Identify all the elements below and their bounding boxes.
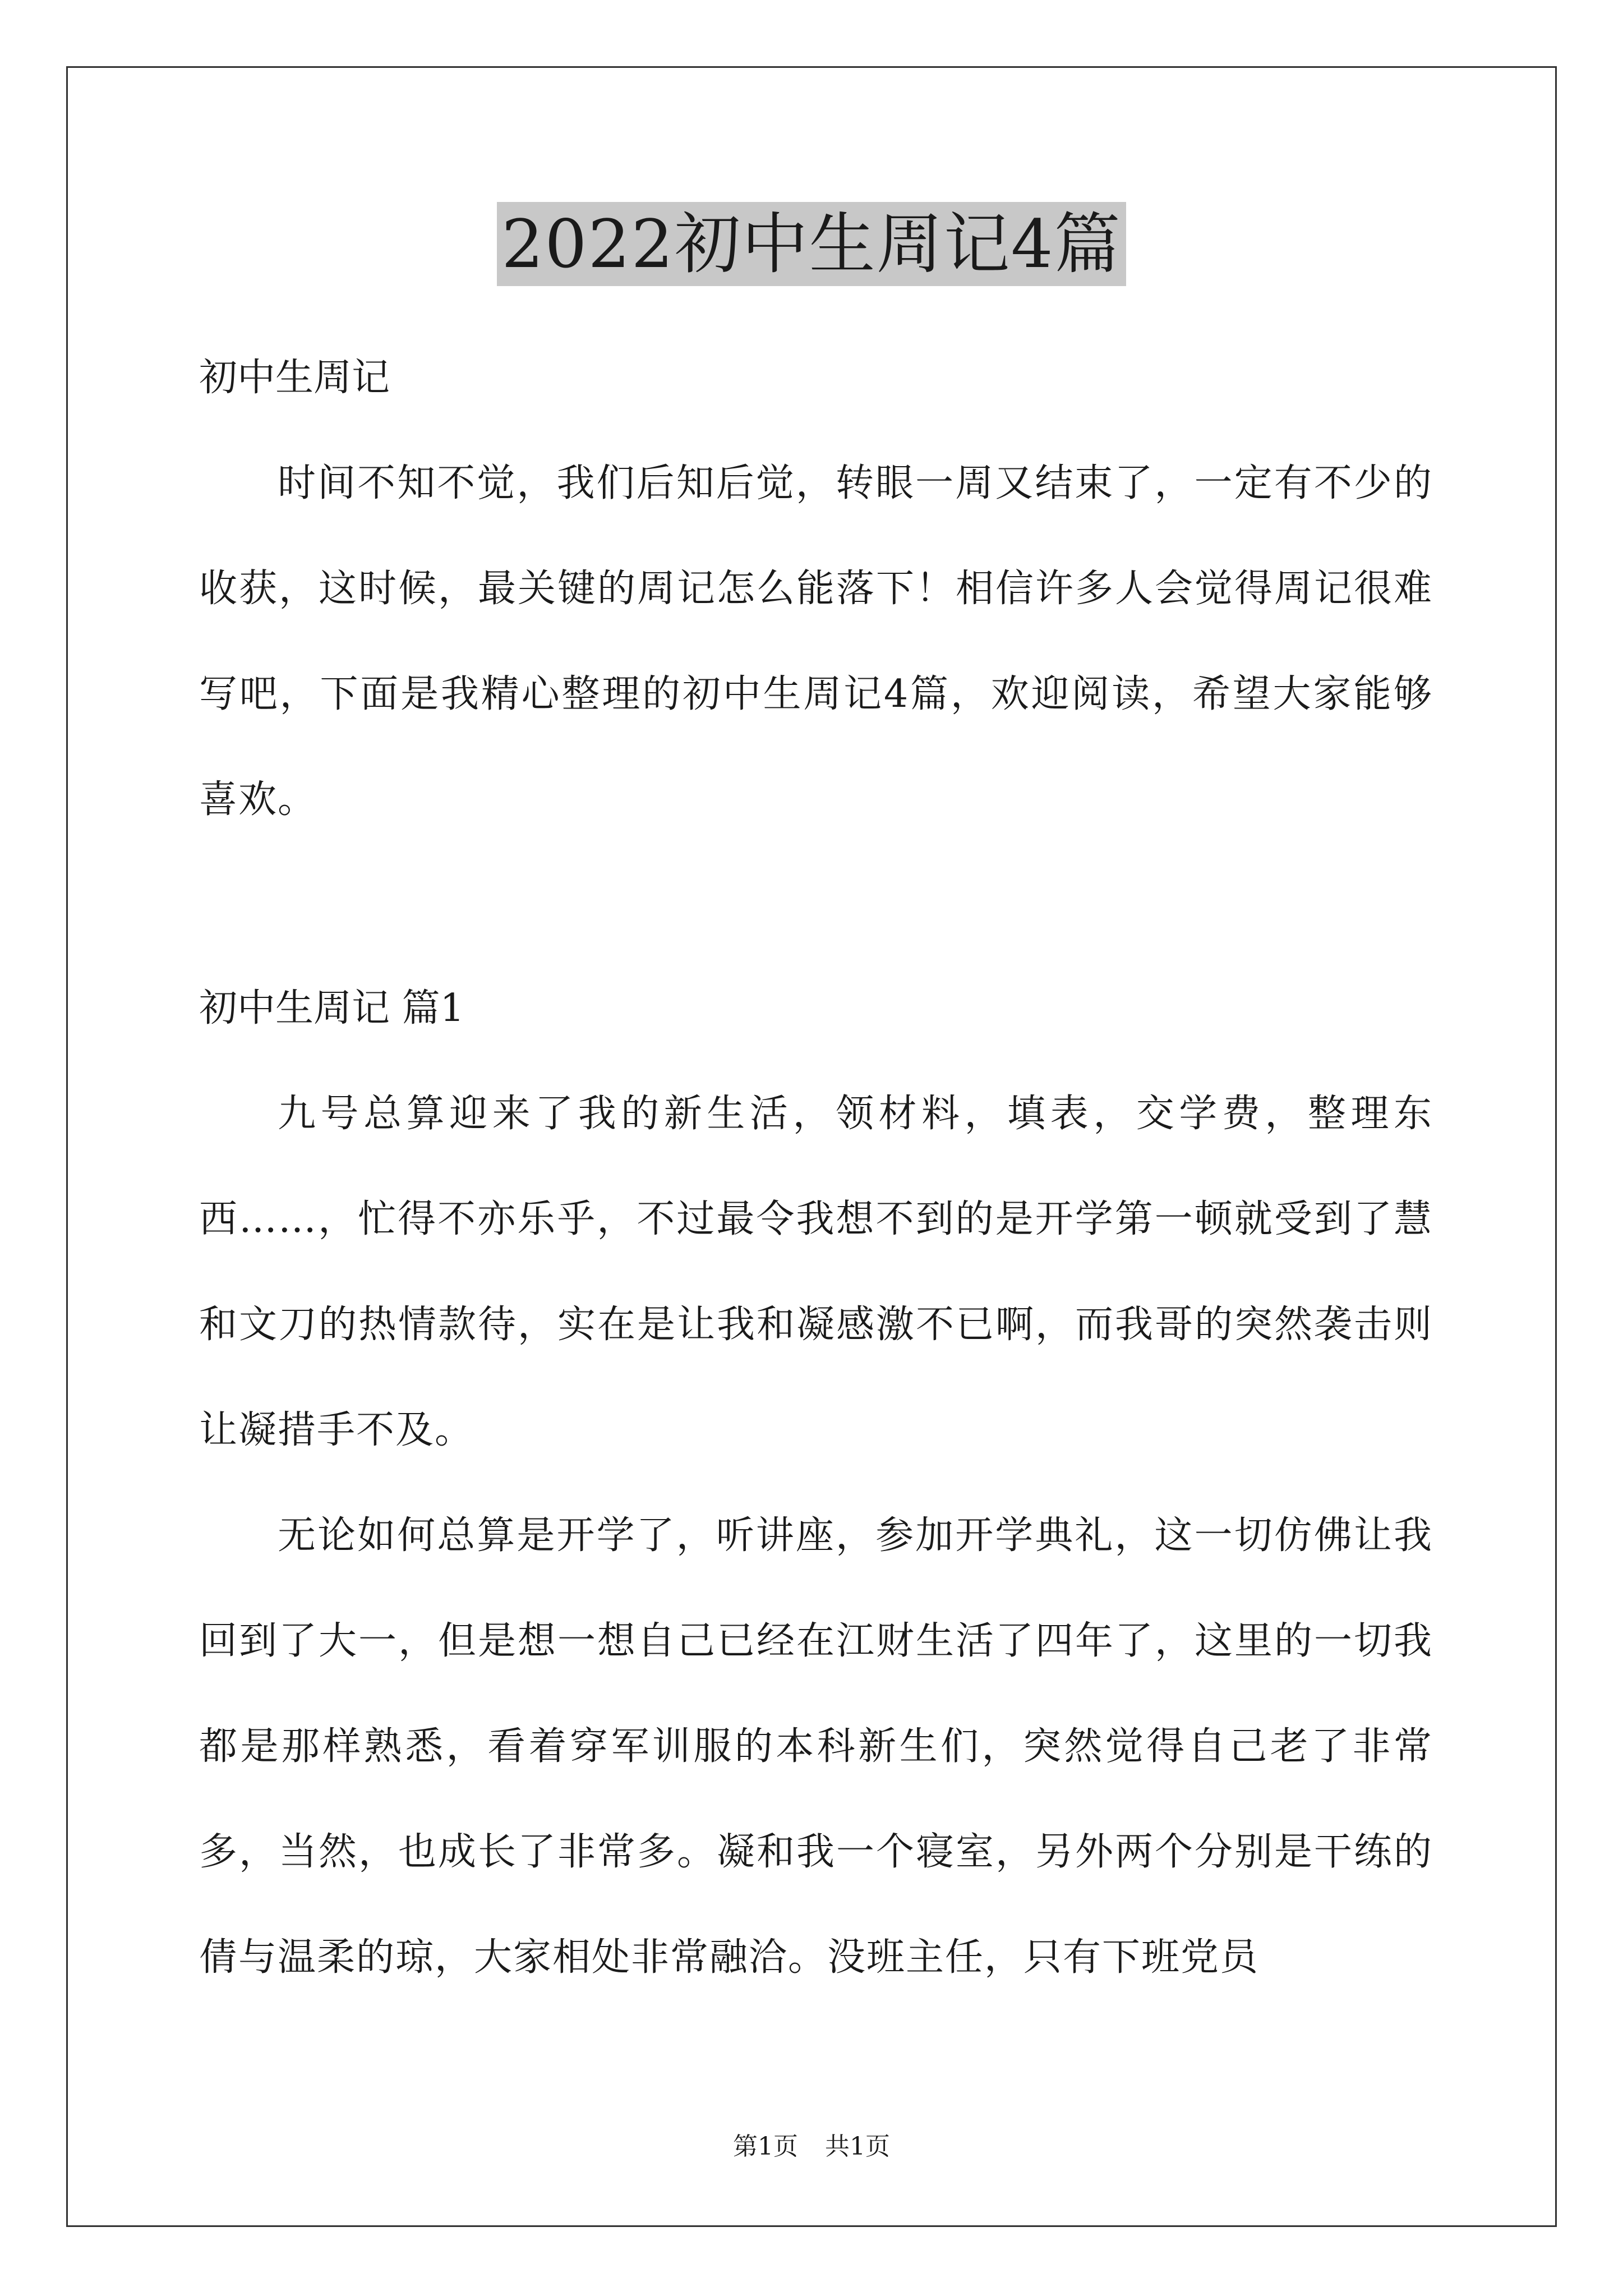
document-body (199, 325, 1433, 2010)
section-gap (199, 853, 1433, 956)
section1-heading: 初中生周记 篇1 (199, 986, 464, 1030)
document-title: 2022初中生周记4篇 (497, 202, 1126, 286)
page-number-current: 第1页 (733, 2132, 798, 2161)
page-number-total: 共1页 (825, 2132, 890, 2161)
page-footer (0, 2126, 1623, 2162)
intro-heading: 初中生周记 (199, 356, 390, 400)
intro-paragraph: 时间不知不觉，我们后知后觉，转眼一周又结束了，一定有不少的收获，这时候，最关键的周记怎么能落下！相信许多人会觉得周记很难写吧，下面是我精心整理的初中生周记4篇，欢迎阅读，希望大家能够喜欢。 (199, 461, 1433, 822)
section1-paragraph-1: 九号总算迎来了我的新生活，领材料，填表，交学费，整理东西……，忙得不亦乐乎，不过最令我想不到的是开学第一顿就受到了慧和文刀的热情款待，实在是让我和凝感激不已啊，而我哥的突然袭击则让凝措手不及。 (199, 1092, 1433, 1452)
title-container (0, 202, 1623, 286)
section1-paragraph-2: 无论如何总算是开学了，听讲座，参加开学典礼，这一切仿佛让我回到了大一，但是想一想自己已经在江财生活了四年了，这里的一切我都是那样熟悉，看着穿军训服的本科新生们，突然觉得自己老了非常多，当然，也成长了非常多。凝和我一个寝室，另外两个分别是干练的倩与温柔的琼，大家相处非常融洽。没班主任，只有下班党员 (199, 1513, 1433, 1980)
